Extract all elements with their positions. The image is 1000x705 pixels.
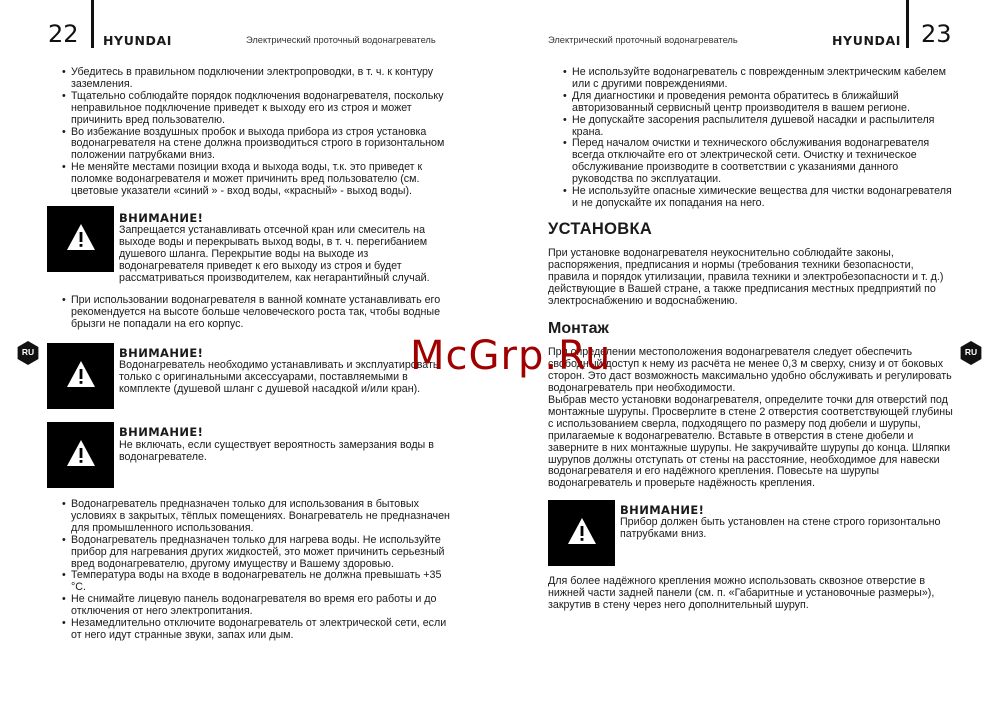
list-item: • Температура воды на входе в водонагреватель не должна превышать +35 °С.: [62, 570, 454, 594]
header-divider-right: [906, 0, 909, 48]
list-item: • Водонагреватель предназначен только для использования в бытовых условиях в закрытых, тёплых помещениях. Вонагреватель не предназначен для промышленного использования.: [62, 499, 454, 535]
section-heading-mounting: Монтаж: [548, 320, 609, 337]
warning-box-2: [47, 343, 114, 409]
warning-triangle-icon: [66, 439, 96, 467]
final-paragraph: Для более надёжного крепления можно использовать сквозное отверстие в нижней части задней панели (см. п. «Габаритные и установочные размеры»), закрутив в стену через него дополнительный шуруп.: [548, 575, 935, 611]
list-item: • Не используйте водонагреватель с поврежденным электрическим кабелем или с другими повреждениями.: [563, 67, 955, 91]
list-item: • Не меняйте местами позиции входа и выхода воды, т.к. это приведет к поломке водонагревателя и может причинить вред пользователю (см. цветовые указатели «синий » - вход воды, «красный» - выход воды).: [62, 162, 454, 198]
mounting-paragraph-1: При определении местоположения водонагревателя следует обеспечить свободный доступ к нему из расчёта не менее 0,3 м сверху, снизу и от боковых сторон. Это даст возможность максимально удобно обслуживать и регулировать водонагреватель при необходимости.: [548, 346, 952, 394]
mounting-paragraph-2: Выбрав место установки водонагревателя, определите точки для отверстий под монтажные шурупы. Просверлите в стене 2 отверстия соответствующей глубины с использованием сверла, подходящего по размеру под дюбели и шурупы, прилагаемые к водонагревателю. Вставьте в отверстия в стене дюбели и заверните в них монтажные шурупы. Не закручивайте шурупы до конца. Шляпки шурупов должны отступать от стены на расстояние, необходимое для навески водонагревателя и его надёжного крепления. Повесьте на шурупы водонагреватель и проверьте надёжность крепления.: [548, 394, 953, 490]
section-heading-installation: УСТАНОВКА: [548, 220, 653, 238]
list-item: • Перед началом очистки и технического обслуживания водонагревателя всегда отключайте его от электрической сети. Очистку и техническое обслуживание производите в соответствии с указаниями данного руководства по эксплуатации.: [563, 138, 955, 186]
list-item: • Не используйте опасные химические вещества для чистки водонагревателя и не допускайте их попадания на него.: [563, 186, 955, 210]
warning-title-2: ВНИМАНИЕ!: [119, 346, 204, 360]
language-tab-label: RU: [964, 347, 978, 357]
installation-paragraph: При установке водонагревателя неукоснительно соблюдайте законы, распоряжения, предписания и нормы (требования техники безопасности, правила и порядок утилизации, правила техники и электробезопасности и т. д.) действующие в Вашей стране, а также предписания местных предприятий по электроснабжению и водоснабжению.: [548, 247, 944, 307]
list-item: • При использовании водонагревателя в ванной комнате устанавливать его рекомендуется на высоте больше человеческого роста так, чтобы водные брызги не попадали на его корпус.: [62, 295, 454, 331]
right-bullets-top: [563, 67, 955, 210]
warning-text-2: Водонагреватель необходимо устанавливать и эксплуатировать только с оригинальными аксессуарами, поставляемыми в комплекте (душевой шланг с душевой насадкой и/или кран).: [119, 359, 439, 395]
brand-logo-right: HYUNDAI: [832, 33, 902, 48]
running-title-right: Электрический проточный водонагреватель: [548, 35, 738, 45]
warning-title-right: ВНИМАНИЕ!: [620, 503, 705, 517]
warning-text-right: Прибор должен быть установлен на стене строго горизонтально патрубками вниз.: [620, 516, 941, 540]
language-tab-left: [16, 341, 40, 365]
warning-triangle-icon: [567, 517, 597, 545]
list-item: • Не допускайте засорения распылителя душевой насадки и распылителя крана.: [563, 115, 955, 139]
warning-triangle-icon: [66, 360, 96, 388]
page-number-left: 22: [48, 20, 79, 48]
left-bullets-bottom: [62, 499, 454, 642]
running-title-left: Электрический проточный водонагреватель: [246, 35, 436, 45]
header-divider-left: [91, 0, 94, 48]
language-tab-right: [959, 341, 983, 365]
list-item: • Во избежание воздушных пробок и выхода прибора из строя установка водонагревателя на стене должна производиться строго в горизонтальном положении патрубками вниз.: [62, 127, 454, 163]
brand-logo-left: HYUNDAI: [103, 33, 173, 48]
left-bullet-middle: [62, 295, 454, 331]
warning-triangle-icon: [66, 223, 96, 251]
left-bullets-top: [62, 67, 454, 198]
list-item: • Для диагностики и проведения ремонта обратитесь в ближайший авторизованный сервисный центр производителя в вашем регионе.: [563, 91, 955, 115]
warning-box-right: [548, 500, 615, 566]
watermark: McGrp.Ru: [410, 333, 612, 379]
warning-title-3: ВНИМАНИЕ!: [119, 425, 204, 439]
warning-text-1: Запрещается устанавливать отсечной кран или смеситель на выходе воды и перекрывать выход воды, в т. ч. перегибанием душевого шланга. Перекрытие воды на выходе из водонагревателя приведет к его выходу из строя и будет рассматриваться производителем, как негарантийный случай.: [119, 224, 430, 284]
list-item: • Незамедлительно отключите водонагреватель от электрической сети, если от него идут странные звуки, запах или дым.: [62, 618, 454, 642]
language-tab-label: RU: [21, 347, 35, 357]
list-item: • Тщательно соблюдайте порядок подключения водонагревателя, поскольку неправильное подключение приведет к выходу его из строя и может причинить вред пользователю.: [62, 91, 454, 127]
list-item: • Водонагреватель предназначен только для нагрева воды. Не используйте прибор для нагревания других жидкостей, это может причинить серьезный вред водонагревателю, другому имуществу и Вашему здоровью.: [62, 535, 454, 571]
list-item: • Убедитесь в правильном подключении электропроводки, в т. ч. к контуру заземления.: [62, 67, 454, 91]
warning-box-3: [47, 422, 114, 488]
page-number-right: 23: [921, 20, 952, 48]
warning-text-3: Не включать, если существует вероятность замерзания воды в водонагревателе.: [119, 439, 434, 463]
warning-title-1: ВНИМАНИЕ!: [119, 211, 204, 225]
list-item: • Не снимайте лицевую панель водонагревателя во время его работы и до отключения от него электропитания.: [62, 594, 454, 618]
warning-box-1: [47, 206, 114, 272]
